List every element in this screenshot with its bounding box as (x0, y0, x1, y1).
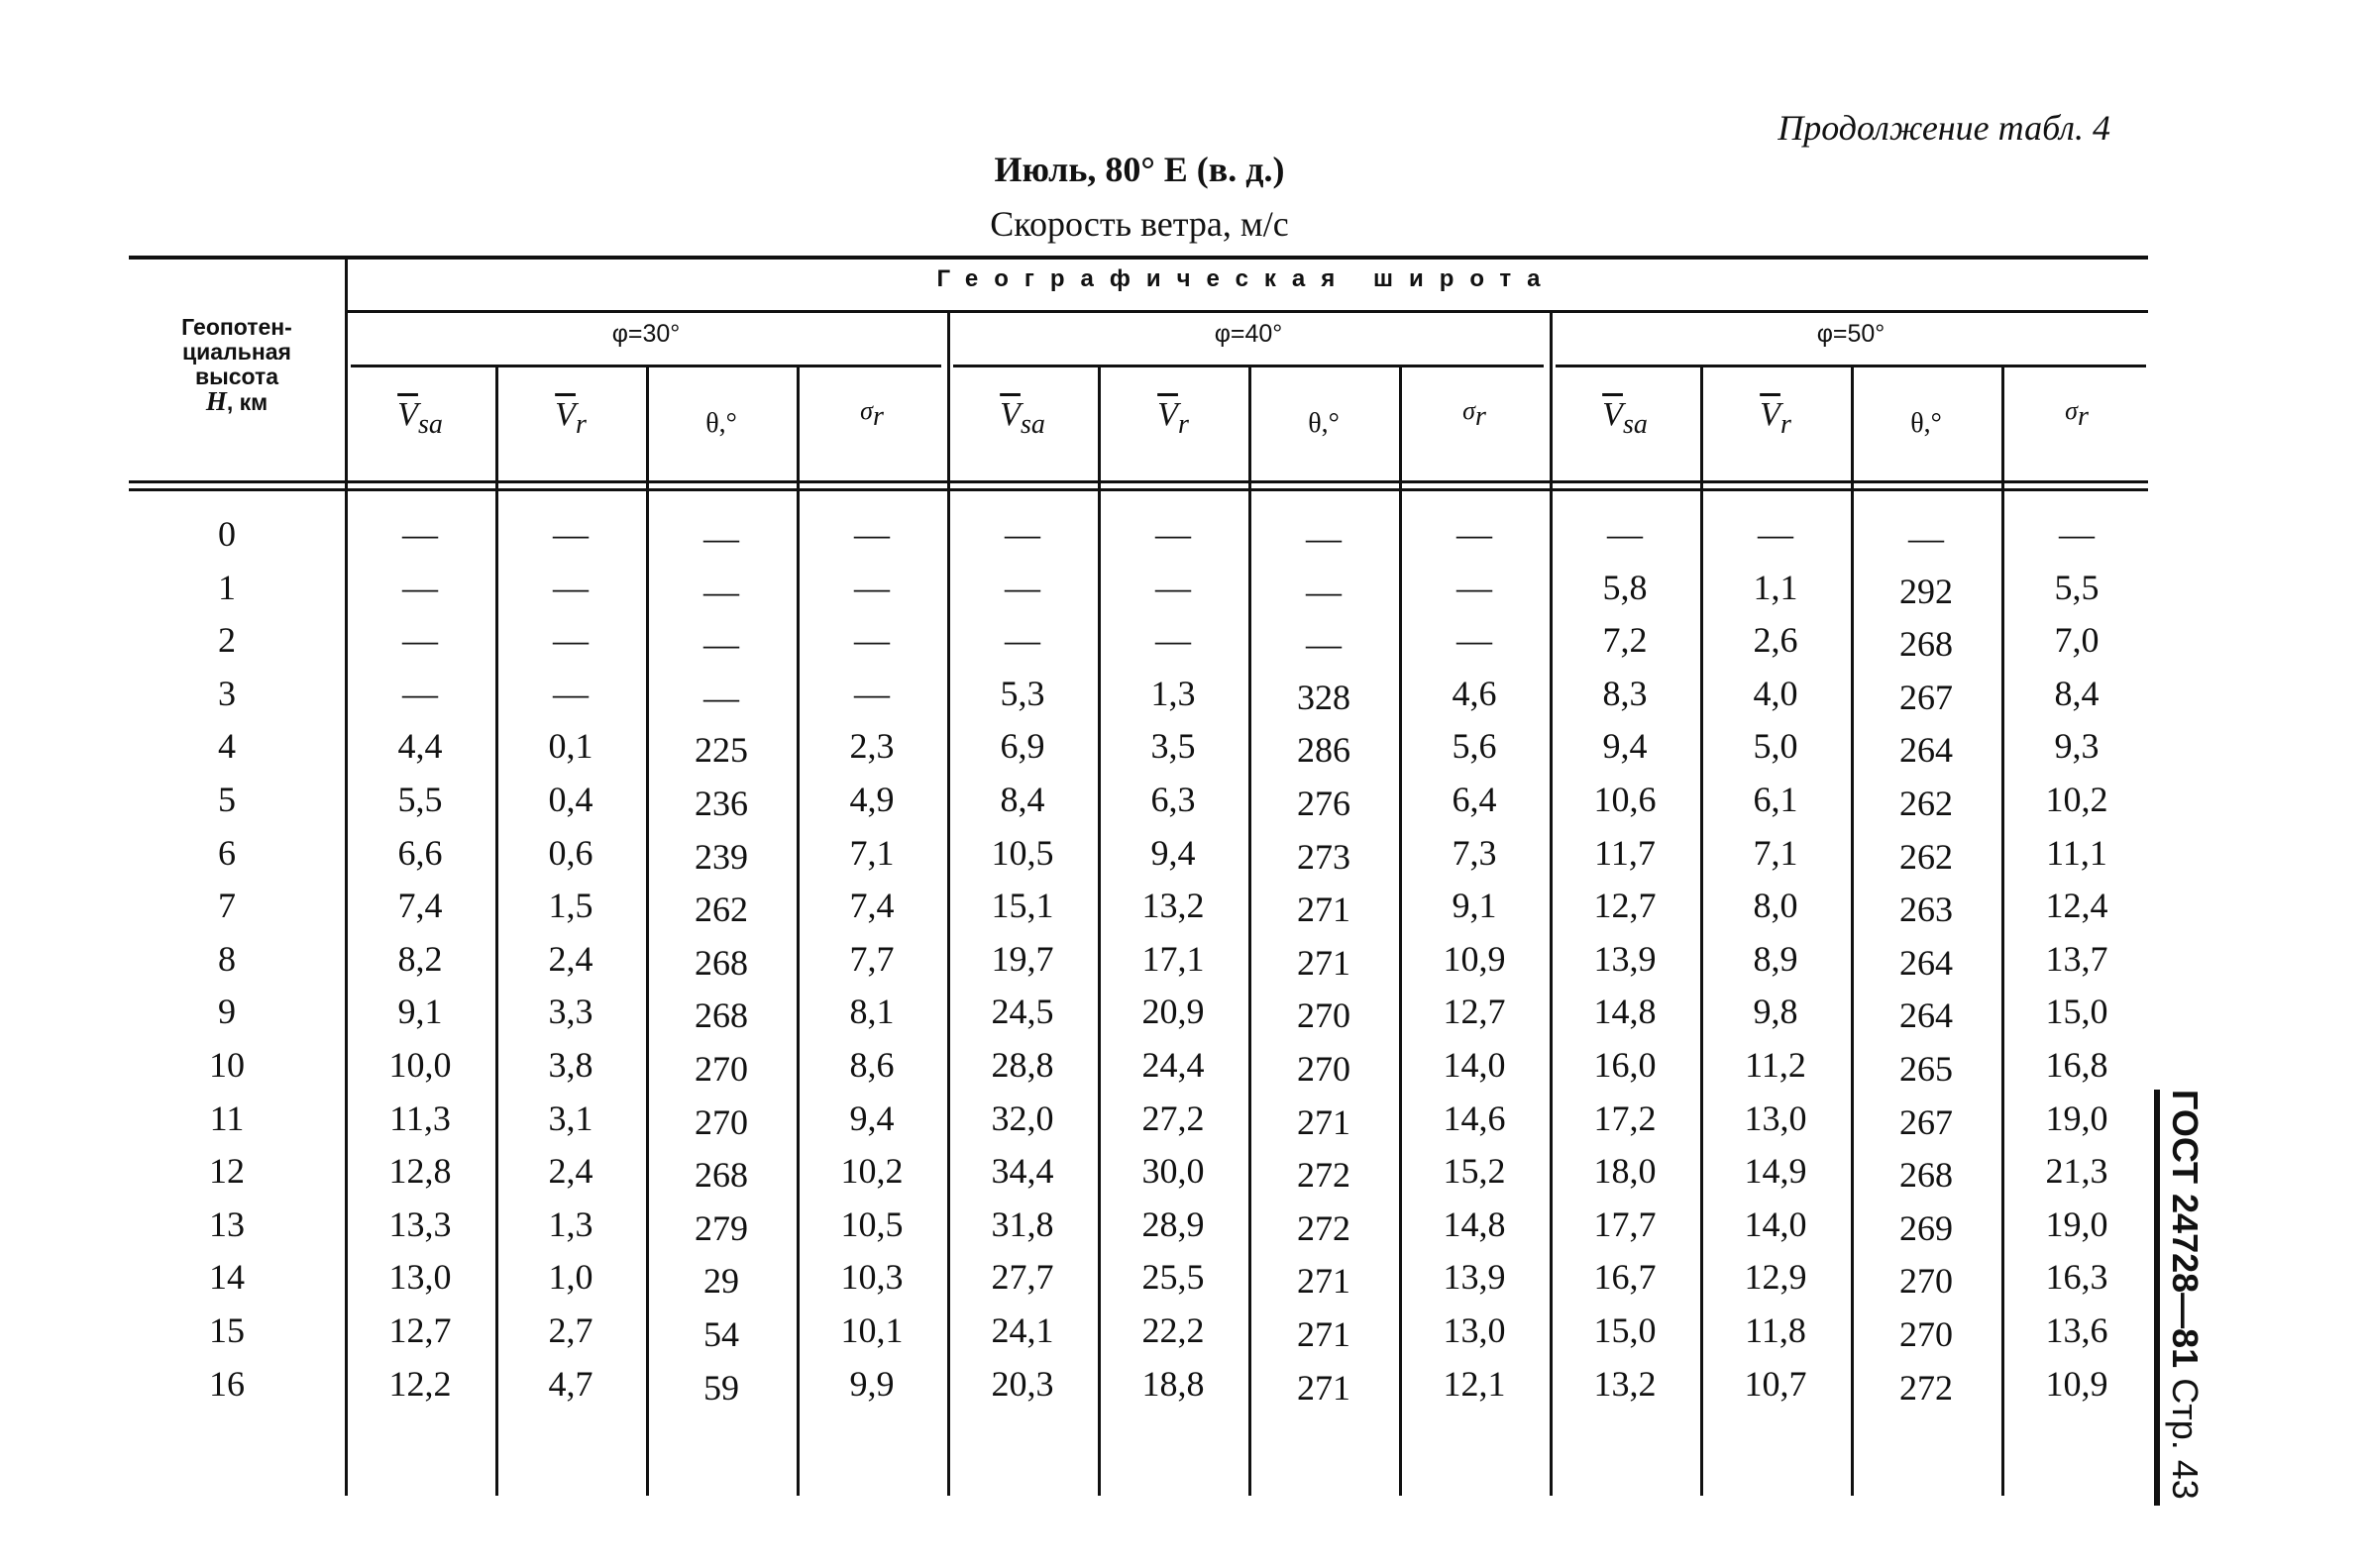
table-cell: 14,0 (1443, 1045, 1506, 1085)
table-cell: 12,7 (1443, 992, 1506, 1032)
table-cell: 16,3 (2045, 1257, 2108, 1298)
height-value: 9 (218, 992, 236, 1032)
table-cell: — (854, 567, 890, 607)
table-cell: — (553, 620, 589, 661)
page-number: Стр. 43 (2165, 1378, 2206, 1500)
table-cell: 2,3 (849, 726, 895, 767)
height-value: 4 (218, 726, 236, 767)
table-cell: 6,4 (1452, 780, 1497, 819)
table-cell: 1,5 (548, 886, 593, 926)
table-cell: 20,9 (1141, 992, 1205, 1032)
column-subscript: r (1474, 401, 1486, 433)
height-header-line: высота (194, 364, 279, 389)
table-cell: 4,0 (1753, 673, 1798, 713)
table-cell: 8,4 (1000, 780, 1045, 819)
table-cell: 270 (1899, 1261, 1953, 1302)
table-cell: 270 (1297, 995, 1350, 1036)
table-cell: 16,7 (1593, 1257, 1657, 1298)
table-cell: 11,3 (389, 1098, 451, 1138)
table-cell: 0,4 (548, 780, 593, 819)
table-cell: 17,7 (1593, 1203, 1657, 1244)
table-cell: 7,2 (1602, 620, 1648, 661)
table-cell: 2,7 (548, 1310, 593, 1350)
table-cell: 271 (1297, 1261, 1350, 1302)
table-cell: 13,0 (388, 1257, 452, 1298)
column-symbol: $\overline{V}$ (1602, 396, 1623, 433)
table-cell: 28,9 (1141, 1203, 1205, 1244)
table-cell: 270 (695, 1101, 748, 1142)
table-cell: 9,4 (1602, 726, 1648, 767)
table-cell: 272 (1899, 1367, 1953, 1408)
table-cell: 2,4 (548, 938, 593, 979)
table-cell: 236 (695, 784, 748, 823)
table-cell: — (1005, 514, 1040, 554)
table-cell: 10,7 (1744, 1363, 1807, 1404)
table-cell: 54 (703, 1314, 739, 1354)
table-cell: 9,3 (2054, 726, 2100, 767)
table-cell: 13,9 (1443, 1257, 1506, 1298)
table-cell: 16,8 (2045, 1045, 2108, 1085)
table-cell: — (703, 518, 739, 558)
table-cell: 13,9 (1593, 938, 1657, 979)
table-cell: 14,6 (1443, 1098, 1506, 1138)
table-cell: 11,7 (1594, 832, 1656, 873)
table-cell: 12,7 (1593, 886, 1657, 926)
table-cell: 269 (1899, 1207, 1953, 1248)
column-symbol: σ (860, 396, 873, 425)
height-value: 16 (209, 1363, 245, 1404)
table-cell: 13,3 (388, 1203, 452, 1244)
column-header-sigma (2001, 396, 2152, 433)
table-cell: 12,2 (388, 1363, 452, 1404)
table-cell: 12,7 (388, 1310, 452, 1350)
table-cell: 8,3 (1602, 673, 1648, 713)
table-cell: 19,0 (2045, 1098, 2108, 1138)
table-cell: 3,8 (548, 1045, 593, 1085)
table-cell: 12,8 (388, 1151, 452, 1192)
table-cell: 13,0 (1443, 1310, 1506, 1350)
table-cell: 7,4 (849, 886, 895, 926)
table-cell: — (553, 514, 589, 554)
table-cell: 14,8 (1443, 1203, 1506, 1244)
table-cell: — (1306, 624, 1342, 665)
table-cell: 28,8 (991, 1045, 1054, 1085)
height-header-unit (129, 386, 345, 416)
table-cell: 9,1 (1452, 886, 1497, 926)
table-cell: 4,7 (548, 1363, 593, 1404)
column-header-vsa (1550, 396, 1700, 441)
table-cell: — (1456, 620, 1492, 661)
height-unit: , км (226, 389, 269, 415)
table-cell: — (553, 673, 589, 713)
height-value: 1 (218, 567, 236, 607)
table-cell: 2,6 (1753, 620, 1798, 661)
table-cell: 29 (703, 1261, 739, 1302)
table-cell: 10,9 (2045, 1363, 2108, 1404)
height-value: 7 (218, 886, 236, 926)
table-cell: 19,7 (991, 938, 1054, 979)
table-cell: — (2059, 514, 2095, 554)
table-cell: 7,7 (849, 938, 895, 979)
height-value: 14 (209, 1257, 245, 1298)
table-cell: 4,9 (849, 780, 895, 819)
table-cell: 10,1 (840, 1310, 904, 1350)
table-cell: 0,1 (548, 726, 593, 767)
table-cell: — (703, 571, 739, 611)
column-subscript: sa (1020, 408, 1045, 440)
table-cell: 15,0 (1593, 1310, 1657, 1350)
table-cell: 21,3 (2045, 1151, 2108, 1192)
column-symbol: σ (2065, 396, 2078, 425)
table-cell: 3,5 (1150, 726, 1196, 767)
table-cell: 265 (1899, 1049, 1953, 1089)
table-cell: — (402, 620, 438, 661)
table-cell: 17,2 (1593, 1098, 1657, 1138)
table-cell: 15,2 (1443, 1151, 1506, 1192)
side-standard-label (2154, 1090, 2209, 1506)
table-cell: 271 (1297, 1367, 1350, 1408)
column-header-vsa (345, 396, 495, 441)
table-cell: 239 (695, 836, 748, 877)
table-cell: 6,9 (1000, 726, 1045, 767)
table-cell: 4,6 (1452, 673, 1497, 713)
column-symbol: $\overline{V}$ (1760, 396, 1780, 433)
table-cell: 59 (703, 1367, 739, 1408)
table-cell: 13,2 (1141, 886, 1205, 926)
table-cell: 1,3 (1150, 673, 1196, 713)
table-cell: — (1306, 571, 1342, 611)
table-cell: 24,4 (1141, 1045, 1205, 1085)
table-cell: 271 (1297, 1314, 1350, 1354)
table-cell: 1,0 (548, 1257, 593, 1298)
table-cell: 12,4 (2045, 886, 2108, 926)
table-cell: 9,4 (1150, 832, 1196, 873)
table-cell: 12,9 (1744, 1257, 1807, 1298)
table-cell: 7,1 (849, 832, 895, 873)
table-cell: 9,9 (849, 1363, 895, 1404)
column-header-vr (1700, 396, 1851, 441)
table-cell: 5,5 (397, 780, 443, 819)
table-cell: — (1456, 567, 1492, 607)
height-value: 0 (218, 514, 236, 554)
table-cell: — (1005, 620, 1040, 661)
table-cell: 270 (1297, 1049, 1350, 1089)
table-cell: 11,2 (1745, 1045, 1806, 1085)
table-cell: 6,3 (1150, 780, 1196, 819)
table-cell: 10,6 (1593, 780, 1657, 819)
table-top-rule (129, 256, 2148, 260)
table-cell: 13,2 (1593, 1363, 1657, 1404)
table-title: Июль, 80° E (в. д.) (994, 150, 1285, 189)
table-cell: 14,9 (1744, 1151, 1807, 1192)
table-cell: 7,4 (397, 886, 443, 926)
table-cell: — (1005, 567, 1040, 607)
table-cell: 271 (1297, 889, 1350, 930)
table-cell: 27,2 (1141, 1098, 1205, 1138)
table-cell: 19,0 (2045, 1203, 2108, 1244)
table-cell: 24,5 (991, 992, 1054, 1032)
table-cell: 6,1 (1753, 780, 1798, 819)
latitude-header-2: φ=40° (1214, 320, 1283, 348)
table-cell: — (703, 624, 739, 665)
table-cell: 8,2 (397, 938, 443, 979)
table-cell: 13,6 (2045, 1310, 2108, 1350)
column-symbol: $\overline{V}$ (397, 396, 418, 433)
table-cell: 271 (1297, 1101, 1350, 1142)
table-cell: 7,0 (2054, 620, 2100, 661)
table-cell: — (402, 567, 438, 607)
column-header-theta: θ,° (705, 408, 737, 439)
header-bottom-rule (129, 480, 2148, 483)
column-header-vsa (947, 396, 1098, 441)
column-subscript: r (575, 408, 587, 440)
table-cell: — (402, 514, 438, 554)
height-value: 8 (218, 938, 236, 979)
table-cell: 12,1 (1443, 1363, 1506, 1404)
column-subscript: r (2077, 401, 2089, 433)
table-cell: 268 (695, 942, 748, 983)
table-cell: 10,5 (840, 1203, 904, 1244)
table-cell: 271 (1297, 942, 1350, 983)
height-value: 5 (218, 780, 236, 819)
column-header-sigma (1399, 396, 1550, 433)
column-header-sigma (797, 396, 947, 433)
table-cell: 328 (1297, 677, 1350, 717)
table-cell: 263 (1899, 889, 1953, 930)
table-cell: — (1155, 567, 1191, 607)
height-value: 10 (209, 1045, 245, 1085)
column-header-vr (495, 396, 646, 441)
table-cell: 17,1 (1141, 938, 1205, 979)
table-cell: 10,5 (991, 832, 1054, 873)
table-cell: 8,6 (849, 1045, 895, 1085)
column-header-theta: θ,° (1910, 408, 1942, 439)
column-subscript: sa (417, 408, 443, 440)
table-cell: 20,3 (991, 1363, 1054, 1404)
table-cell: 25,5 (1141, 1257, 1205, 1298)
table-cell: 11,8 (1745, 1310, 1806, 1350)
table-cell: 286 (1297, 730, 1350, 771)
table-cell: 10,0 (388, 1045, 452, 1085)
table-cell: 27,7 (991, 1257, 1054, 1298)
table-cell: 267 (1899, 677, 1953, 717)
table-cell: 9,8 (1753, 992, 1798, 1032)
height-value: 13 (209, 1203, 245, 1244)
column-header-theta: θ,° (1308, 408, 1340, 439)
table-cell: 5,0 (1753, 726, 1798, 767)
column-symbol: $\overline{V}$ (555, 396, 576, 433)
table-cell: — (703, 677, 739, 717)
table-cell: 2,4 (548, 1151, 593, 1192)
column-symbol: $\overline{V}$ (1000, 396, 1021, 433)
table-cell: 15,1 (991, 886, 1054, 926)
height-value: 6 (218, 832, 236, 873)
table-cell: 10,2 (840, 1151, 904, 1192)
table-cell: — (1607, 514, 1643, 554)
table-cell: 11,1 (2046, 832, 2107, 873)
height-value: 12 (209, 1151, 245, 1192)
table-continuation-note: Продолжение табл. 4 (1778, 108, 2110, 148)
table-cell: 273 (1297, 836, 1350, 877)
group-header-rule (345, 310, 2148, 313)
table-cell: 6,6 (397, 832, 443, 873)
column-symbol: σ (1462, 396, 1475, 425)
table-cell: 262 (1899, 836, 1953, 877)
header-bottom-rule-double (129, 488, 2148, 491)
table-cell: 15,0 (2045, 992, 2108, 1032)
height-value: 15 (209, 1310, 245, 1350)
table-cell: 18,8 (1141, 1363, 1205, 1404)
table-cell: 264 (1899, 942, 1953, 983)
table-cell: 9,4 (849, 1098, 895, 1138)
table-cell: — (854, 620, 890, 661)
table-cell: — (1306, 518, 1342, 558)
table-cell: 5,5 (2054, 567, 2100, 607)
table-cell: 24,1 (991, 1310, 1054, 1350)
table-cell: 264 (1899, 730, 1953, 771)
table-cell: 18,0 (1593, 1151, 1657, 1192)
table-cell: 16,0 (1593, 1045, 1657, 1085)
table-cell: 268 (1899, 624, 1953, 665)
table-cell: 262 (1899, 784, 1953, 823)
table-cell: 5,8 (1602, 567, 1648, 607)
table-cell: 34,4 (991, 1151, 1054, 1192)
table-cell: 14,8 (1593, 992, 1657, 1032)
table-cell: — (854, 514, 890, 554)
table-cell: — (1908, 518, 1944, 558)
table-cell: 8,0 (1753, 886, 1798, 926)
table-cell: 276 (1297, 784, 1350, 823)
column-subscript: sa (1622, 408, 1648, 440)
table-cell: 8,1 (849, 992, 895, 1032)
geographic-latitude-header: Географическая широта (936, 265, 1557, 292)
table-cell: — (1456, 514, 1492, 554)
table-cell: 3,3 (548, 992, 593, 1032)
latitude-header-3: φ=50° (1816, 320, 1885, 348)
column-symbol: $\overline{V}$ (1157, 396, 1178, 433)
height-value: 2 (218, 620, 236, 661)
table-cell: — (1155, 620, 1191, 661)
table-cell: 0,6 (548, 832, 593, 873)
table-cell: 10,3 (840, 1257, 904, 1298)
table-cell: 32,0 (991, 1098, 1054, 1138)
column-subscript: r (1177, 408, 1189, 440)
table-cell: 1,3 (548, 1203, 593, 1244)
table-cell: — (1155, 514, 1191, 554)
table-cell: 10,9 (1443, 938, 1506, 979)
table-cell: — (402, 673, 438, 713)
table-cell: 5,3 (1000, 673, 1045, 713)
table-cell: 14,0 (1744, 1203, 1807, 1244)
height-symbol: H (205, 386, 227, 416)
column-header-vr (1098, 396, 1248, 441)
table-cell: — (553, 567, 589, 607)
table-cell: 8,4 (2054, 673, 2100, 713)
table-cell: 7,3 (1452, 832, 1497, 873)
table-cell: 31,8 (991, 1203, 1054, 1244)
table-cell: 10,2 (2045, 780, 2108, 819)
table-cell: 225 (695, 730, 748, 771)
height-value: 11 (209, 1098, 245, 1138)
table-cell: 22,2 (1141, 1310, 1205, 1350)
height-value: 3 (218, 673, 236, 713)
table-cell: 30,0 (1141, 1151, 1205, 1192)
table-subtitle: Скорость ветра, м/с (990, 204, 1289, 244)
table-cell: 270 (695, 1049, 748, 1089)
table-cell: 3,1 (548, 1098, 593, 1138)
table-cell: 268 (695, 995, 748, 1036)
table-cell: 262 (695, 889, 748, 930)
table-cell: 8,9 (1753, 938, 1798, 979)
table-cell: 264 (1899, 995, 1953, 1036)
table-cell: 9,1 (397, 992, 443, 1032)
table-cell: 1,1 (1753, 567, 1798, 607)
height-header-line: Геопотен- (181, 314, 292, 340)
table-cell: 279 (695, 1207, 748, 1248)
table-cell: — (1758, 514, 1793, 554)
table-cell: 4,4 (397, 726, 443, 767)
latitude-header-1: φ=30° (611, 320, 681, 348)
table-cell: 272 (1297, 1207, 1350, 1248)
height-header-line: циальная (182, 339, 291, 365)
height-column-header (129, 315, 345, 415)
table-cell: 13,7 (2045, 938, 2108, 979)
table-cell: 272 (1297, 1155, 1350, 1196)
table-cell: 270 (1899, 1314, 1953, 1354)
table-cell: 292 (1899, 571, 1953, 611)
table-cell: 268 (695, 1155, 748, 1196)
standard-number: ГОСТ 24728—81 (2165, 1090, 2206, 1369)
column-subscript: r (872, 401, 884, 433)
table-cell: 267 (1899, 1101, 1953, 1142)
column-subscript: r (1779, 408, 1791, 440)
table-cell: 5,6 (1452, 726, 1497, 767)
table-cell: 268 (1899, 1155, 1953, 1196)
table-cell: — (854, 673, 890, 713)
table-cell: 13,0 (1744, 1098, 1807, 1138)
table-cell: 7,1 (1753, 832, 1798, 873)
